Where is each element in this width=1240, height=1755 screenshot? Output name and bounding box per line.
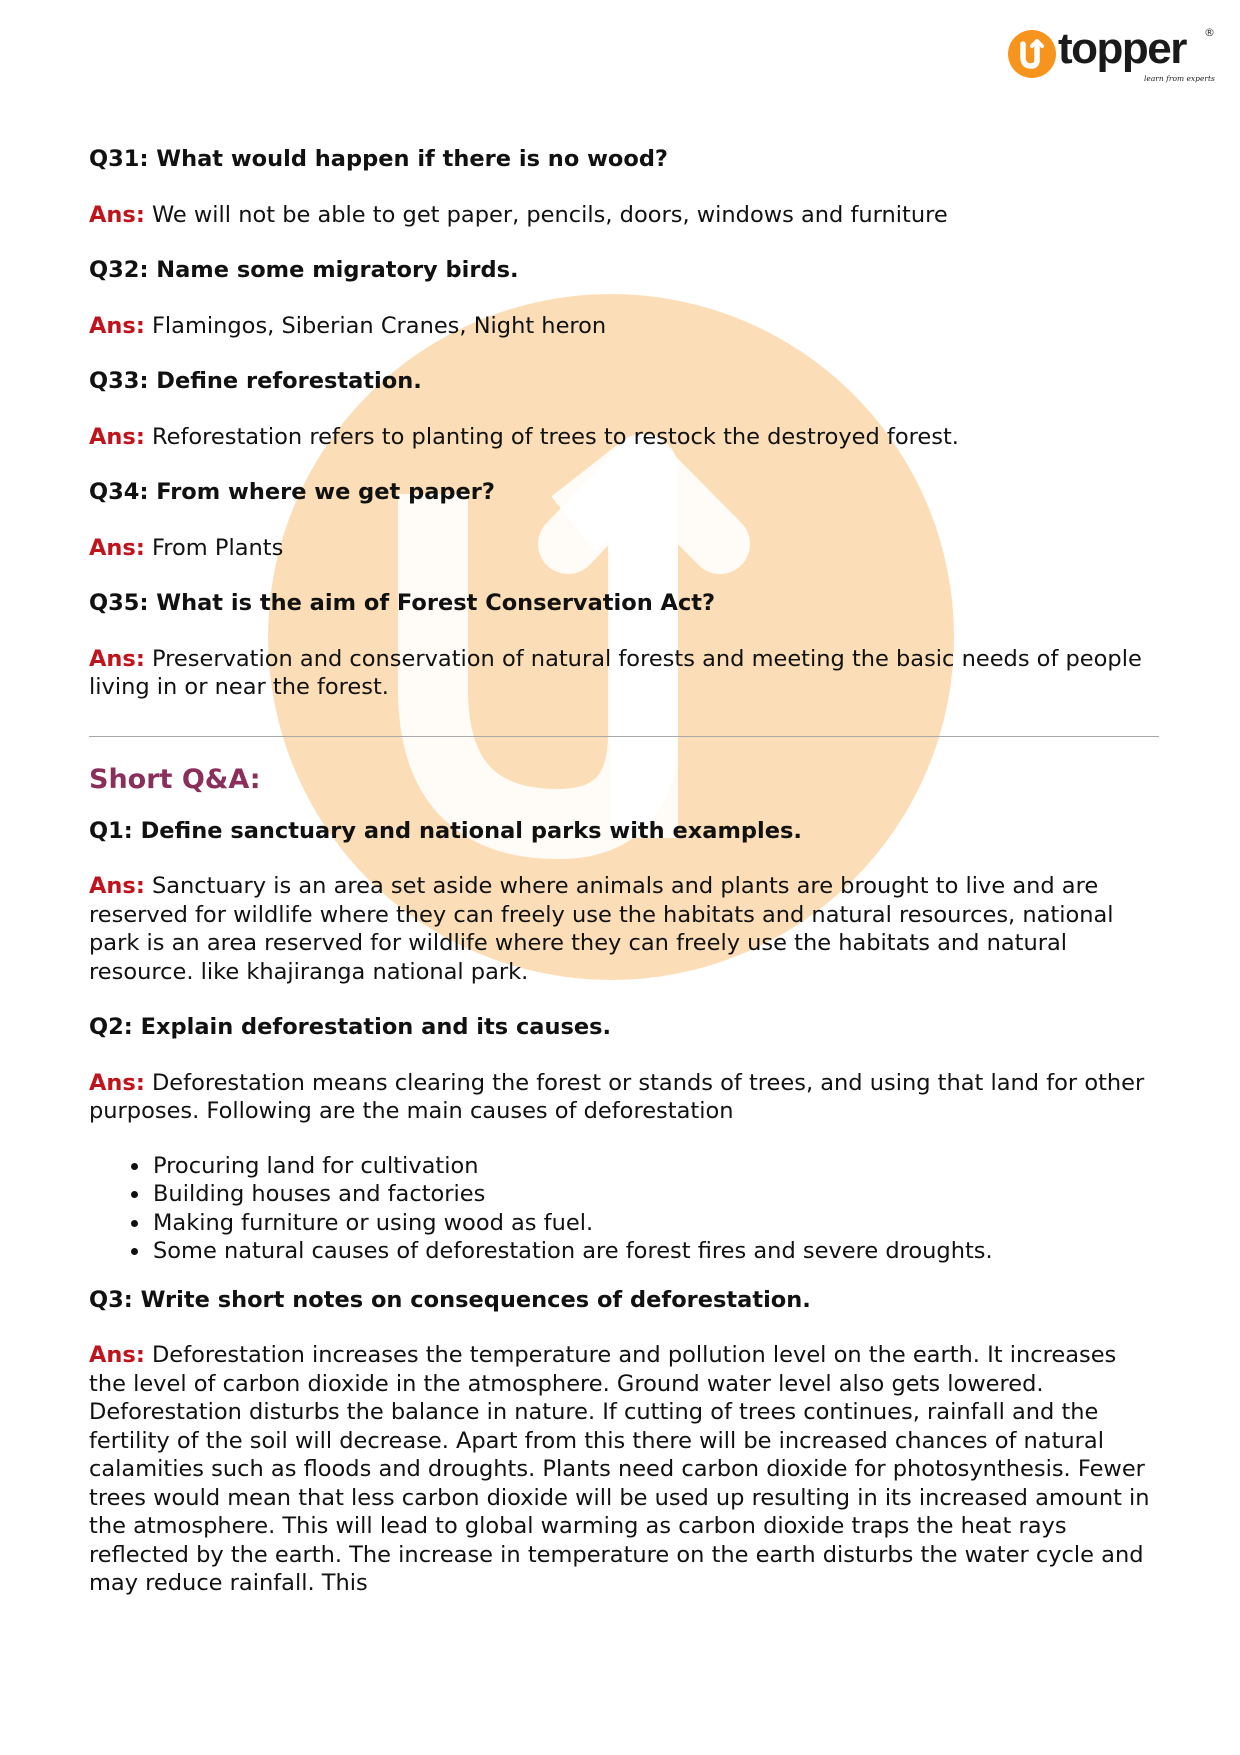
answer-text: From Plants (144, 534, 284, 561)
brand-name: topper (1058, 24, 1186, 73)
answer-text: Preservation and conservation of natural forests and meeting the basic needs of people living in or near the forest. (89, 645, 1142, 700)
answer-text: Reforestation refers to planting of trees to restock the destroyed forest. (144, 423, 959, 450)
section-heading: Short Q&A: (89, 763, 261, 795)
answer-label: Ans: (89, 873, 145, 899)
answer-31 (89, 201, 1159, 230)
answer-35 (89, 645, 1159, 702)
answer-label: Ans: (89, 534, 145, 561)
question-33: Q33: Define reforestation. (89, 368, 422, 394)
short-question-1: Q1: Define sanctuary and national parks with examples. (89, 817, 802, 844)
answer-32 (89, 312, 1159, 341)
brand-badge-icon (1008, 30, 1056, 78)
answer-text: Deforestation means clearing the forest or stands of trees, and using that land for other purposes. Following are the main causes of deforestation (89, 1069, 1145, 1124)
question-32: Q32: Name some migratory birds. (89, 257, 519, 283)
answer-text: Sanctuary is an area set aside where animals and plants are brought to live and are reserved for wildlife where they can freely use the habitats and natural resources, national park is an area reserved for wildlife where they can freely use the habitats and natural resource. like khajiranga national park. (89, 873, 1114, 985)
answer-label: Ans: (89, 423, 145, 450)
answer-33 (89, 423, 1159, 452)
list-item: • Some natural causes of deforestation are forest fires and severe droughts. (151, 1237, 1159, 1266)
answer-label: Ans: (89, 201, 145, 228)
answer-label: Ans: (89, 645, 145, 672)
question-34: Q34: From where we get paper? (89, 479, 495, 505)
answer-text: Flamingos, Siberian Cranes, Night heron (144, 312, 607, 339)
list-item: • Making furniture or using wood as fuel. (151, 1209, 1159, 1238)
brand-tagline: learn from experts (1144, 74, 1215, 83)
short-answer-3 (89, 1341, 1159, 1598)
answer-label: Ans: (89, 1342, 145, 1368)
causes-list (89, 1152, 1159, 1266)
short-question-3: Q3: Write short notes on consequences of deforestation. (89, 1286, 811, 1313)
list-item: • Procuring land for cultivation (151, 1152, 1159, 1181)
section-divider (89, 736, 1159, 737)
short-answer-2 (89, 1069, 1159, 1126)
brand-logo (1008, 26, 1218, 90)
answer-text: We will not be able to get paper, pencils, doors, windows and furniture (144, 201, 948, 228)
answer-label: Ans: (89, 1069, 145, 1096)
short-answer-1 (89, 872, 1159, 986)
registered-mark: ® (1204, 26, 1215, 39)
question-35: Q35: What is the aim of Forest Conservation Act? (89, 590, 716, 616)
answer-label: Ans: (89, 312, 145, 339)
question-31: Q31: What would happen if there is no wood? (89, 146, 668, 172)
answer-34 (89, 534, 1159, 563)
short-question-2: Q2: Explain deforestation and its causes. (89, 1014, 612, 1040)
answer-text: Deforestation increases the temperature and pollution level on the earth. It increases the level of carbon dioxide in the atmosphere. Ground water level also gets lowered. Deforestation disturbs the balance in nature. If cutting of trees continues, rainfall and the fertility of the soil will decrease. Apart from this there will be increased chances of natural calamities such as floods and droughts. Plants need carbon dioxide for photosynthesis. Fewer trees would mean that less carbon dioxide will be used up resulting in its increased amount in the atmosphere. This will lead to global warming as carbon dioxide traps the heat rays reflected by the earth. The increase in temperature on the earth disturbs the water cycle and may reduce rainfall. This (89, 1342, 1150, 1596)
list-item: • Building houses and factories (151, 1180, 1159, 1209)
document-body (89, 145, 1159, 1598)
